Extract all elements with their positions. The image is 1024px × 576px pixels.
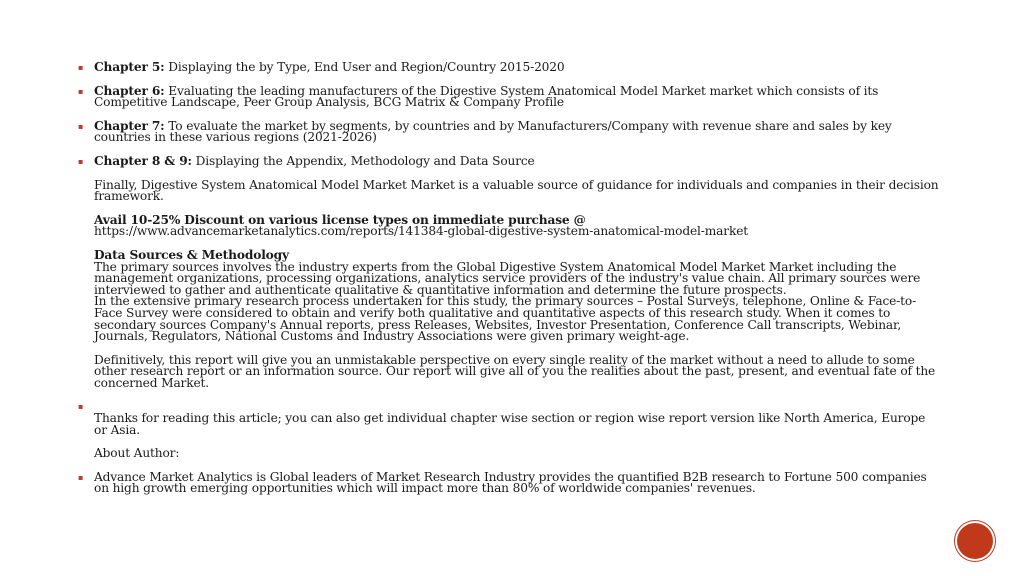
slide-number-badge — [957, 523, 993, 559]
bullet-text: To evaluate the market by segments, by countries and by Manufacturers/Company with revenue share and sales by key countries in these various regions (2021-2026) — [94, 118, 892, 145]
about-author-label: About Author: — [94, 446, 180, 461]
bullet-marker: ▪ — [78, 156, 84, 166]
report-url-link[interactable]: https://www.advancemarketanalytics.com/reports/141384-global-digestive-system-anatomical-model-market — [94, 224, 749, 239]
bullet-chapter-5 — [78, 62, 940, 74]
bullet-chapter-6 — [78, 83, 940, 110]
empty-bullet — [78, 401, 940, 413]
bullet-about-author — [78, 469, 940, 496]
bullet-chapter-7 — [78, 118, 940, 145]
paragraph-finally: Finally, Digestive System Anatomical Model Market Market is a valuable source of guidance for individuals and companies in their decision framework. — [94, 177, 939, 204]
data-sources-body-2: In the extensive primary research process undertaken for this study, the primary sources – Postal Surveys, telephone, Online & Face-to-Face Survey were considered to obtain and verify both qualitative and quantitative aspects of this research study. When it comes to secondary sources Company's Annual reports, press Releases, Websites, Investor Presentation, Conference Call transcripts, Webinar, Journals, Regulators, National Customs and Industry Associations were given primary weight-age. — [94, 294, 917, 344]
data-sources-block — [78, 247, 940, 344]
paragraph-definitively: Definitively, this report will give you an unmistakable perspective on every single reality of the market without a need to allude to some other research report or an information source. Our report will give all of you the realities about the past, present, and eventual fate of the concerned Market. — [94, 352, 936, 390]
bullet-marker: ▪ — [78, 472, 84, 482]
slide-content — [78, 62, 940, 507]
bullet-marker: ▪ — [78, 86, 84, 96]
bullet-label: Chapter 8 & 9: — [94, 153, 192, 168]
bullet-marker: ▪ — [78, 402, 84, 412]
bullet-chapter-8-9 — [78, 153, 940, 168]
discount-heading: Avail 10-25% Discount on various license types on immediate purchase @ — [94, 212, 586, 227]
bullet-label: Chapter 7: — [94, 118, 165, 133]
data-sources-body-1: The primary sources involves the industry experts from the Global Digestive System Anatomical Model Market Market including the management organizations, processing organizations, analytics service providers of the industry's value chain. All primary sources were interviewed to gather and authenticate qualitative & quantitative information and determine the future prospects. — [94, 259, 921, 297]
bullet-text: Evaluating the leading manufacturers of the Digestive System Anatomical Model Market market which consists of its Competitive Landscape, Peer Group Analysis, BCG Matrix & Company Profile — [94, 83, 879, 110]
paragraph-thanks: Thanks for reading this article; you can also get individual chapter wise section or region wise report version like North America, Europe or Asia. — [94, 411, 926, 437]
bullet-label: Chapter 5: — [94, 60, 165, 74]
data-sources-heading: Data Sources & Methodology — [94, 247, 289, 262]
bullet-marker: ▪ — [78, 121, 84, 131]
bullet-marker: ▪ — [78, 63, 84, 72]
bullet-label: Chapter 6: — [94, 83, 165, 98]
about-author-text: Advance Market Analytics is Global leaders of Market Research Industry provides the quantified B2B research to Fortune 500 companies on high growth emerging opportunities which will impact more than 80% of worldwide companies' revenues. — [94, 469, 927, 496]
discount-block — [78, 212, 940, 239]
bullet-text: Displaying the Appendix, Methodology and Data Source — [195, 153, 535, 168]
bullet-text: Displaying the by Type, End User and Region/Country 2015-2020 — [168, 60, 565, 74]
